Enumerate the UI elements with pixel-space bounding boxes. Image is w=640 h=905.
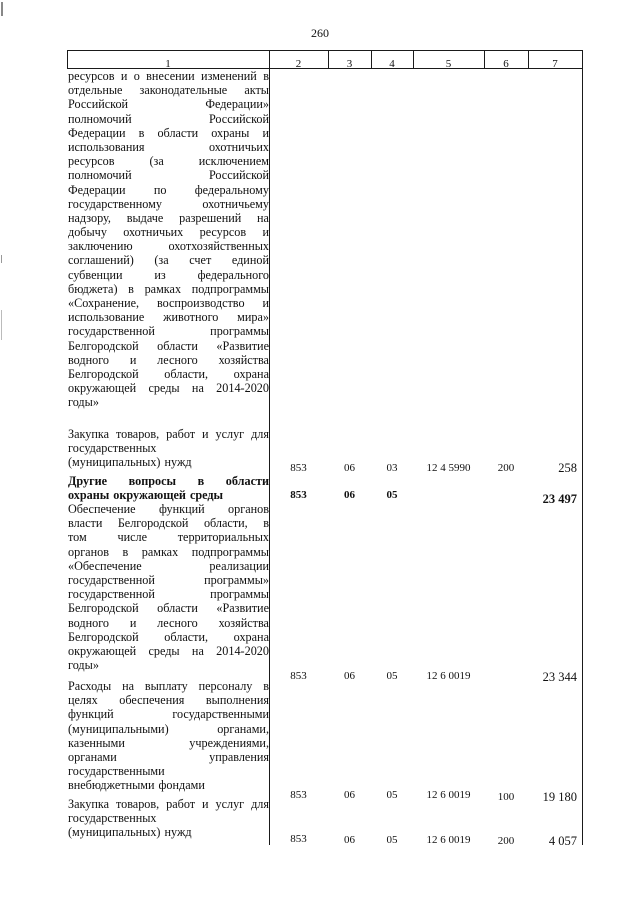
word: использование (68, 310, 145, 325)
word: государственных (68, 441, 157, 456)
text-line (68, 282, 269, 296)
word: охрана (233, 629, 269, 644)
word: Федерации» (205, 97, 269, 112)
word: функций (158, 502, 205, 516)
word: внебюджетными (68, 778, 155, 793)
word: Федерации (68, 125, 126, 140)
word: охраны (211, 125, 250, 140)
word: органами, (217, 721, 269, 736)
word: охотничьему (202, 196, 269, 211)
word: в (263, 516, 269, 531)
word: счет (189, 253, 212, 268)
word: федеральному (194, 182, 269, 197)
cell-amount: 19 180 (542, 790, 577, 804)
text-line (68, 427, 269, 441)
cell-subsection: 03 (386, 462, 398, 474)
text-line (68, 616, 269, 630)
column-header-3: 3 (346, 58, 353, 70)
word: в (197, 474, 205, 488)
cell-section: 06 (344, 462, 355, 474)
word: в (263, 679, 269, 693)
text-line (68, 707, 269, 721)
word: соглашений) (68, 253, 134, 268)
table-top-border (67, 50, 583, 51)
col-divider-1 (269, 50, 270, 845)
word: Белгородской (68, 366, 139, 381)
word: товаров, (115, 797, 160, 811)
word: программы (210, 587, 269, 602)
word: для (251, 797, 269, 811)
word: изменений (201, 69, 257, 83)
text-line (68, 573, 269, 587)
word: нужд (164, 455, 192, 470)
text-line (68, 455, 269, 469)
cell-section: 06 (344, 489, 355, 501)
row-description (68, 797, 269, 840)
word: государственных (68, 811, 157, 826)
word: на (257, 210, 269, 225)
word: государственной (68, 572, 155, 587)
text-line (68, 381, 269, 395)
text-line (68, 601, 269, 615)
word: работ (166, 797, 196, 811)
word: охотничьих (123, 225, 184, 240)
text-line (68, 750, 269, 764)
word: Белгородской (68, 338, 139, 353)
text-line (68, 764, 269, 778)
text-line (68, 559, 269, 573)
word: годы» (68, 658, 99, 673)
cell-admin-code: 853 (290, 833, 307, 845)
text-line (68, 502, 269, 516)
word: «Обеспечение (68, 558, 142, 573)
word: среды (189, 488, 224, 503)
scan-mark (1, 310, 2, 340)
cell-section: 06 (344, 670, 355, 682)
word: и (202, 797, 209, 811)
text-line (68, 797, 269, 811)
word: управления (209, 749, 269, 764)
cell-amount: 23 497 (542, 492, 577, 506)
text-line (68, 778, 269, 792)
text-line (68, 168, 269, 182)
table-right-border (582, 50, 583, 845)
word: добычу (68, 225, 107, 240)
word: государственной (68, 587, 155, 602)
scan-mark (1, 255, 2, 263)
cell-admin-code: 853 (290, 789, 307, 801)
word: хозяйства (218, 615, 269, 630)
word: выплату (144, 679, 188, 693)
word: ресурсов (68, 69, 115, 83)
word: и (262, 225, 269, 240)
word: Расходы (68, 679, 112, 693)
cell-subsection: 05 (386, 789, 398, 801)
word: из (154, 267, 166, 282)
word: органов (228, 502, 269, 516)
word: и (129, 615, 137, 630)
word: рамках (141, 544, 179, 559)
word: 2014-2020 (216, 643, 269, 658)
word: среды (148, 381, 180, 396)
word: услуг (215, 797, 245, 811)
word: территориальных (177, 530, 269, 545)
word: обеспечения (119, 693, 185, 708)
word: Федерации (68, 182, 126, 197)
text-line (68, 83, 269, 97)
text-line (68, 587, 269, 601)
word: государственными (68, 764, 165, 779)
word: фондами (158, 778, 205, 793)
word: подпрограммы (191, 281, 269, 296)
word: Обеспечение (68, 502, 136, 516)
word: водного (68, 352, 110, 367)
word: окружающей (113, 488, 186, 503)
text-line (68, 324, 269, 338)
word: органами (68, 749, 117, 764)
word: услуг (215, 427, 245, 441)
text-line (68, 112, 269, 126)
cell-section: 06 (344, 834, 355, 846)
row-description (68, 474, 269, 502)
cell-admin-code: 853 (290, 670, 307, 682)
word: государственной (68, 324, 155, 339)
word: числе (117, 530, 148, 545)
word: хозяйства (218, 352, 269, 367)
text-line (68, 339, 269, 353)
word: Закупка (68, 797, 110, 811)
word: Белгородской (68, 629, 139, 644)
word: окружающей (68, 643, 137, 658)
cell-target-article: 12 6 0019 (426, 834, 471, 846)
word: разрешений (179, 210, 242, 225)
word: (муниципальных) (68, 825, 161, 840)
word: воспроизводство (156, 296, 245, 310)
word: ресурсов (68, 154, 115, 169)
word: государственному (68, 196, 162, 211)
word: (за (149, 154, 164, 169)
word: целях (68, 693, 98, 708)
column-header-6: 6 (503, 58, 509, 70)
word: (за (154, 253, 169, 268)
word: исключением (198, 154, 269, 169)
word: на (191, 643, 204, 658)
word: внесении (146, 69, 195, 83)
text-line (68, 441, 269, 455)
word: области (157, 338, 198, 353)
text-line (68, 69, 269, 83)
word: 2014-2020 (216, 381, 269, 396)
text-line (68, 395, 269, 409)
text-line (68, 679, 269, 693)
word: окружающей (68, 381, 137, 396)
word: для (251, 427, 269, 441)
word: функций (68, 707, 114, 722)
word: в (122, 544, 129, 559)
word: реализации (209, 558, 269, 573)
cell-subsection: 05 (386, 489, 398, 501)
word: законодательные (139, 83, 228, 98)
text-line (68, 183, 269, 197)
column-header-5: 5 (445, 58, 452, 70)
scan-mark (1, 2, 3, 16)
text-line (68, 722, 269, 736)
text-line (68, 197, 269, 211)
word: лесного (157, 615, 198, 630)
cell-amount: 4 057 (548, 834, 577, 848)
word: в (138, 125, 145, 140)
word: о (133, 69, 140, 83)
word: бюджета) (68, 281, 118, 296)
word: власти (68, 516, 103, 531)
word: отдельные (68, 83, 123, 98)
text-line (68, 736, 269, 750)
text-line (68, 825, 269, 839)
text-line (68, 225, 269, 239)
cell-amount: 258 (558, 461, 577, 475)
cell-subsection: 05 (386, 834, 398, 846)
word: использования (68, 139, 145, 154)
word: водного (68, 615, 110, 630)
word: субвенции (68, 267, 123, 282)
cell-expense-type: 200 (497, 462, 515, 474)
word: в (128, 281, 134, 296)
word: учреждениями, (189, 735, 269, 750)
word: области, (164, 629, 209, 644)
word: области (225, 474, 269, 488)
text-line (68, 516, 269, 530)
row-description (68, 427, 269, 470)
text-line (68, 367, 269, 381)
page-number: 260 (311, 26, 329, 40)
column-header-4: 4 (389, 58, 395, 70)
cell-admin-code: 853 (290, 462, 307, 474)
word: мира» (237, 310, 269, 325)
cell-target-article: 12 6 0019 (426, 789, 471, 801)
word: лесного (157, 352, 198, 367)
word: товаров, (115, 427, 160, 441)
word: выполнения (205, 693, 269, 708)
text-line (68, 253, 269, 267)
text-line (68, 658, 269, 672)
word: «Развитие (216, 601, 269, 616)
word: программы (210, 324, 269, 339)
word: Российской (68, 97, 129, 112)
word: области (157, 125, 199, 140)
word: и (262, 296, 269, 310)
text-line (68, 239, 269, 253)
cell-section: 06 (344, 789, 355, 801)
word: надзору, (68, 210, 111, 225)
cell-target-article: 12 4 5990 (426, 462, 471, 474)
row-description (68, 69, 269, 410)
word: органов (68, 544, 109, 559)
cell-expense-type: 200 (497, 835, 515, 847)
cell-expense-type: 100 (497, 791, 515, 803)
word: государственными (172, 707, 269, 722)
text-line (68, 693, 269, 707)
text-line (68, 474, 269, 488)
row-description (68, 502, 269, 672)
word: животного (163, 310, 219, 325)
word: (муниципальными) (68, 721, 169, 736)
text-line (68, 353, 269, 367)
word: Белгородской (68, 601, 139, 616)
word: казенными (68, 735, 125, 750)
word: и (129, 352, 137, 367)
word: на (122, 679, 134, 693)
word: области, (164, 366, 209, 381)
text-line (68, 211, 269, 225)
text-line (68, 154, 269, 168)
word: программы» (204, 572, 269, 587)
word: охраны (68, 488, 110, 503)
word: Российской (208, 168, 269, 183)
word: выдаче (126, 210, 164, 225)
word: Закупка (68, 427, 110, 441)
text-line (68, 644, 269, 658)
word: и (202, 427, 209, 441)
word: подпрограммы (191, 544, 269, 559)
text-line (68, 97, 269, 111)
word: области, (203, 516, 248, 531)
row-description (68, 679, 269, 793)
word: охотхозяйственных (168, 239, 269, 254)
cell-target-article: 12 6 0019 (426, 670, 471, 682)
word: рамках (144, 281, 182, 296)
word: вопросы (128, 474, 177, 488)
column-header-7: 7 (552, 58, 558, 70)
word: нужд (164, 825, 192, 840)
word: полномочий (68, 168, 132, 183)
word: по (153, 182, 167, 197)
word: работ (166, 427, 196, 441)
text-line (68, 545, 269, 559)
word: охрана (233, 366, 269, 381)
word: (муниципальных) (68, 455, 161, 470)
word: персоналу (198, 679, 253, 693)
word: том (68, 530, 87, 545)
text-line (68, 488, 269, 502)
text-line (68, 296, 269, 310)
word: ресурсов (199, 225, 247, 240)
word: единой (231, 253, 269, 268)
text-line (68, 310, 269, 324)
word: «Сохранение, (68, 296, 140, 310)
word: «Развитие (216, 338, 269, 353)
text-line (68, 268, 269, 282)
cell-admin-code: 853 (290, 489, 307, 501)
word: охотничьих (208, 139, 269, 154)
text-line (68, 126, 269, 140)
word: и (120, 69, 128, 83)
cell-amount: 23 344 (542, 670, 577, 684)
text-line (68, 530, 269, 544)
word: Российской (208, 111, 269, 126)
text-line (68, 140, 269, 154)
word: Другие (68, 474, 108, 488)
word: среды (148, 643, 180, 658)
word: в (263, 69, 269, 83)
word: заключению (68, 239, 133, 254)
word: Белгородской (117, 516, 189, 531)
text-line (68, 811, 269, 825)
column-header-2: 2 (295, 58, 302, 70)
word: области (157, 601, 198, 616)
word: полномочий (68, 111, 132, 126)
word: на (191, 381, 204, 396)
word: годы» (68, 395, 99, 410)
word: акты (244, 83, 269, 98)
cell-subsection: 05 (386, 670, 398, 682)
word: и (262, 125, 269, 140)
text-line (68, 630, 269, 644)
column-header-1: 1 (165, 58, 171, 70)
word: федерального (197, 267, 269, 282)
